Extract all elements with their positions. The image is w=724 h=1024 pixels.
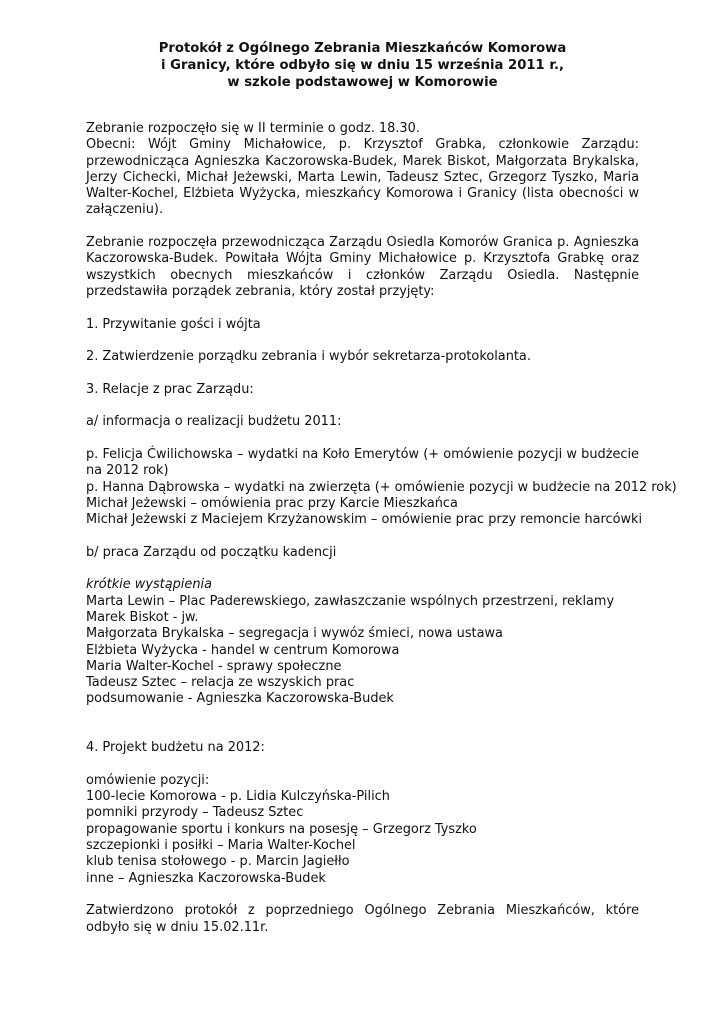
section-4-line: szczepionki i posiłki – Maria Walter-Kochel — [86, 838, 356, 854]
section-b-line: Marta Lewin – Plac Paderewskiego, zawłaszczanie wspólnych przestrzeni, reklamy — [86, 593, 615, 609]
section-a-line: Michał Jeżewski z Maciejem Krzyżanowskim – omówienie prac przy remoncie harcówki — [86, 512, 643, 528]
section-a-line: p. Hanna Dąbrowska – wydatki na zwierzęta (+ omówienie pozycji w budżecie na 2012 rok) — [86, 479, 677, 495]
section-a-line: Michał Jeżewski – omówienia prac przy Karcie Mieszkańca — [86, 495, 458, 511]
meeting-start: Zebranie rozpoczęło się w II terminie o godz. 18.30. — [86, 121, 420, 136]
section-b-line: Elżbieta Wyżycka - handel w centrum Komorowa — [86, 642, 400, 658]
section-b-line: Maria Walter-Kochel - sprawy społeczne — [86, 658, 342, 674]
section-4-line: propagowanie sportu i konkurs na posesję – Grzegorz Tyszko — [86, 821, 477, 837]
section-4-line: 100-lecie Komorowa - p. Lidia Kulczyńska-Pilich — [86, 789, 390, 805]
closing-paragraph: Zatwierdzono protokół z poprzedniego Ogólnego Zebrania Mieszkańców, które odbyło się w dniu 15.02.11r. — [86, 903, 639, 935]
section-4-line: klub tenisa stołowego - p. Marcin Jagiełło — [86, 854, 350, 870]
section-b-line: podsumowanie - Agnieszka Kaczorowska-Budek — [86, 691, 394, 707]
opening-paragraph: Zebranie rozpoczęła przewodnicząca Zarządu Osiedla Komorów Granica p. Agnieszka Kaczorowska-Budek. Powitała Wójta Gminy Michałowice p. Krzysztofa Grabkę oraz wszystkich obecnych mieszkańców i członków Zarządu Osiedla. Następnie przedstawiła porządek zebrania, który został przyjęty: — [86, 235, 639, 299]
section-4-line: pomniki przyrody – Tadeusz Sztec — [86, 805, 304, 821]
document-body — [86, 121, 677, 936]
agenda-item-1: 1. Przywitanie gości i wójta — [86, 316, 261, 332]
section-b-subheading: krótkie wystąpienia — [86, 577, 212, 593]
section-b-line: Marek Biskot - jw. — [86, 609, 199, 625]
document-page — [86, 40, 677, 936]
section-4-line: inne – Agnieszka Kaczorowska-Budek — [86, 870, 326, 886]
title-line-2: i Granicy, które odbyło się w dniu 15 września 2011 r., — [161, 58, 564, 73]
agenda-item-2: 2. Zatwierdzenie porządku zebrania i wybór sekretarza-protokolanta. — [86, 349, 531, 365]
section-4-heading: 4. Projekt budżetu na 2012: — [86, 740, 265, 756]
title-line-3: w szkole podstawowej w Komorowie — [227, 75, 498, 90]
section-b-line: Tadeusz Sztec – relacja ze wszyskich prac — [86, 675, 355, 691]
section-a-heading: a/ informacja o realizacji budżetu 2011: — [86, 414, 342, 430]
attendance-paragraph: Obecni: Wójt Gminy Michałowice, p. Krzysztof Grabka, członkowie Zarządu: przewodnicząca Agnieszka Kaczorowska-Budek, Marek Biskot, Małgorzata Brykalska, Jerzy Cichecki, Michał Jeżewski, Marta Lewin, Tadeusz Sztec, Grzegorz Tyszko, Maria Walter-Kochel, Elżbieta Wyżycka, mieszkańcy Komorowa i Granicy (lista obecności w załączeniu). — [86, 137, 639, 218]
agenda-item-3: 3. Relacje z prac Zarządu: — [86, 381, 254, 397]
section-4-subheading: omówienie pozycji: — [86, 772, 210, 788]
title-line-1: Protokół z Ogólnego Zebrania Mieszkańców Komorowa — [158, 41, 567, 56]
section-a-line: p. Felicja Ćwilichowska – wydatki na Koło Emerytów (+ omówienie pozycji w budżecie na 2012 rok) — [86, 446, 639, 479]
section-b-heading: b/ praca Zarządu od początku kadencji — [86, 544, 337, 560]
document-title — [86, 40, 639, 91]
section-b-line: Małgorzata Brykalska – segregacja i wywóz śmieci, nowa ustawa — [86, 626, 503, 642]
